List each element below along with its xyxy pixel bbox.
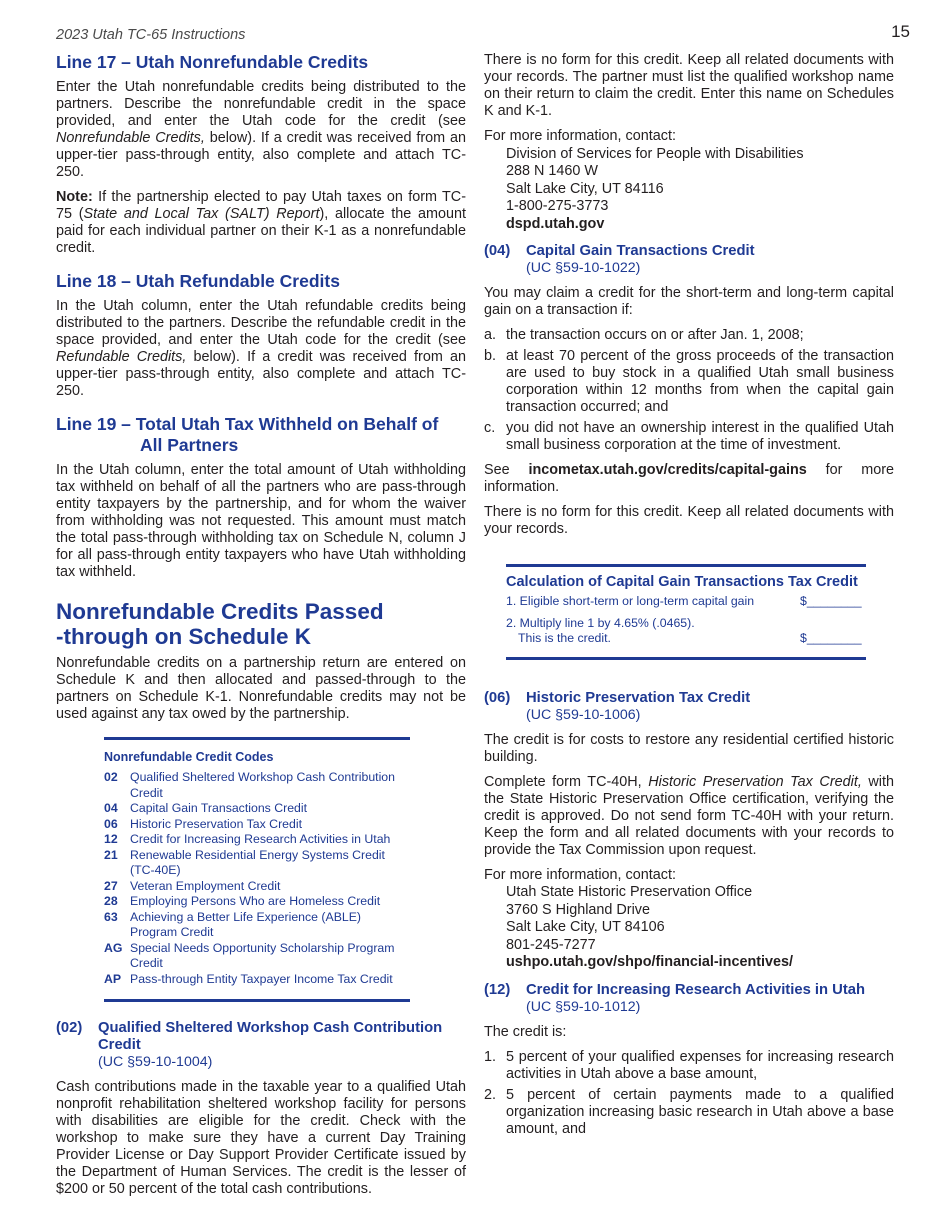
- codes-title: Nonrefundable Credit Codes: [104, 750, 274, 764]
- section-02-continued-paragraph: There is no form for this credit. Keep all related documents with your records. The partner must list the qualified workshop name on their return to claim the credit. Enter this name on Schedules K and K-1.: [484, 52, 894, 119]
- code-row: 28 Employing Persons Who are Homeless Credit: [104, 894, 381, 908]
- code-row: 63 Achieving a Better Life Experience (ABLE) Program Credit: [104, 909, 362, 939]
- section-12-list: [484, 1049, 894, 1138]
- section-04-see-more: See incometax.utah.gov/credits/capital-gains for more information.: [484, 462, 895, 495]
- section-06-paragraph-1: The credit is for costs to restore any residential certified historic building.: [484, 731, 894, 765]
- section-02-heading: (02) Qualified Sheltered Workshop Cash Contribution Credit: [56, 1020, 443, 1053]
- line17-paragraph: Enter the Utah nonrefundable credits being distributed to the partners. Describe the nonrefundable credit in the space provided, and enter the Utah code for the credit (see Nonrefundable Credits, below). If a credit was received from an upper-tier pass-through entity, also complete and attach TC-250.: [56, 79, 466, 180]
- code-row: AP Pass-through Entity Taxpayer Income Tax Credit: [104, 971, 393, 986]
- list-item: b. at least 70 percent of the gross proceeds of the transaction are used to buy stock in a qualified Utah small business corporation within 12 months from when the capital gain transaction occurred; and: [484, 348, 894, 415]
- document-header-title: 2023 Utah TC-65 Instructions: [56, 27, 246, 43]
- code-row: 04 Capital Gain Transactions Credit: [104, 801, 308, 815]
- nonrefundable-credit-codes-box: [104, 737, 410, 1002]
- line18-heading: Line 18 – Utah Refundable Credits: [56, 271, 340, 291]
- calculation-title: Calculation of Capital Gain Transactions Tax Credit: [506, 574, 858, 590]
- code-row: 27 Veteran Employment Credit: [104, 878, 281, 893]
- section-02-reference: (UC §59-10-1004): [98, 1054, 213, 1070]
- section-04-conditions-list: [484, 327, 894, 454]
- code-row: 12 Credit for Increasing Research Activities in Utah: [104, 832, 391, 846]
- section-12-intro: The credit is:: [484, 1023, 567, 1040]
- calculation-line-1: 1. Eligible short-term or long-term capital gain $________: [506, 594, 866, 610]
- dspd-contact-block: For more information, contact: Division of Services for People with Disabilities 288 N 1460 W Salt Lake City, UT 84116 1-800-275-3773 dspd.utah.gov: [484, 128, 894, 233]
- calculation-line-2: 2. Multiply line 1 by 4.65% (.0465). This is the credit. $________: [506, 616, 866, 647]
- page-number: 15: [891, 22, 910, 41]
- code-row: 06 Historic Preservation Tax Credit: [104, 816, 302, 831]
- section-04-reference: (UC §59-10-1022): [526, 260, 641, 276]
- line17-note: Note: If the partnership elected to pay Utah taxes on form TC-75 (State and Local Tax (SALT) Report), allocate the amount paid for each individual partner on their K-1 as a nonrefundable credit.: [56, 189, 466, 256]
- line-1-amount: $________: [800, 594, 862, 608]
- line-2-amount: $________: [800, 631, 862, 645]
- ushpo-contact-block: For more information, contact: Utah State Historic Preservation Office 3760 S Highland Drive Salt Lake City, UT 84106 801-245-7277 ushpo.utah.gov/shpo/financial-incentives/: [484, 867, 894, 972]
- section-12-reference: (UC §59-10-1012): [526, 998, 641, 1015]
- section-04-intro: You may claim a credit for the short-term and long-term capital gain on a transaction if:: [484, 285, 894, 318]
- dspd-website-link[interactable]: dspd.utah.gov: [506, 215, 605, 232]
- capital-gains-link[interactable]: incometax.utah.gov/credits/capital-gains: [528, 462, 807, 478]
- list-item: 1. 5 percent of your qualified expenses for increasing research activities in Utah above a base amount,: [484, 1048, 894, 1082]
- section-06-heading: (06) Historic Preservation Tax Credit: [484, 689, 751, 706]
- line17-heading: Line 17 – Utah Nonrefundable Credits: [56, 52, 369, 72]
- ushpo-website-link[interactable]: ushpo.utah.gov/shpo/financial-incentives/: [506, 954, 794, 970]
- left-column: [56, 52, 466, 1206]
- line19-heading: Line 19 – Total Utah Tax Withheld on Behalf of All Partners: [56, 414, 439, 455]
- capital-gain-calculation-box: [506, 564, 866, 660]
- section-06-paragraph-2: Complete form TC-40H, Historic Preservation Tax Credit, with the State Historic Preservation Office certification, verifying the credit is approved. Do not send form TC-40H with your return. Keep the form and all related documents with your records to provide the Tax Commission upon request.: [484, 773, 895, 858]
- line19-paragraph: In the Utah column, enter the total amount of Utah withholding tax withheld on behalf of all the partners who are pass-through entity taxpayers by the partnership, and for whom the waiver from withholding was not requested. This amount must match the total pass-through withholding tax on Schedule N, column J for all pass-through entity taxpayers who have Utah withholding tax withheld.: [56, 462, 466, 580]
- nonrefundable-credits-heading: Nonrefundable Credits Passed -through on Schedule K: [56, 599, 384, 649]
- section-12-heading: (12) Credit for Increasing Research Activities in Utah: [484, 981, 866, 998]
- section-04-heading: (04) Capital Gain Transactions Credit: [484, 243, 755, 259]
- code-row: 21 Renewable Residential Energy Systems Credit (TC-40E): [104, 847, 385, 877]
- list-item: a. the transaction occurs on or after Jan. 1, 2008;: [484, 327, 804, 343]
- list-item: 2. 5 percent of certain payments made to a qualified organization increasing basic research in Utah above a base amount, and: [484, 1086, 894, 1137]
- right-column: [484, 52, 894, 1146]
- section-02-paragraph: Cash contributions made in the taxable year to a qualified Utah nonprofit rehabilitation sheltered workshop facility for persons with disabilities are eligible for the credit. Check with the workshop to make sure they have a current Day Training Provider License or Day Support Provider Certificate issued by the Department of Human Services. The credit is the lesser of $200 or 50 percent of the total cash contributions.: [56, 1079, 466, 1197]
- section-04-no-form-paragraph: There is no form for this credit. Keep all related documents with your records.: [484, 504, 894, 537]
- code-row: AG Special Needs Opportunity Scholarship Program Credit: [104, 940, 395, 970]
- line18-paragraph: In the Utah column, enter the Utah refundable credits being distributed to the partners. Describe the refundable credit in the space provided, and enter the Utah code for the credit (see Refundable Credits, below). If a credit was received from an upper-tier pass-through entity, also complete and attach TC-250.: [56, 298, 466, 399]
- nonrefundable-credits-paragraph: Nonrefundable credits on a partnership return are entered on Schedule K and then allocated and passed-through to the partners on Schedule K-1. Nonrefundable credits may not be used against any tax owed by the partnership.: [56, 655, 466, 722]
- section-06-reference: (UC §59-10-1006): [526, 706, 641, 723]
- list-item: c. you did not have an ownership interest in the qualified Utah small business corporation at the time of investment.: [484, 420, 894, 453]
- code-row: 02 Qualified Sheltered Workshop Cash Contribution Credit: [104, 770, 395, 800]
